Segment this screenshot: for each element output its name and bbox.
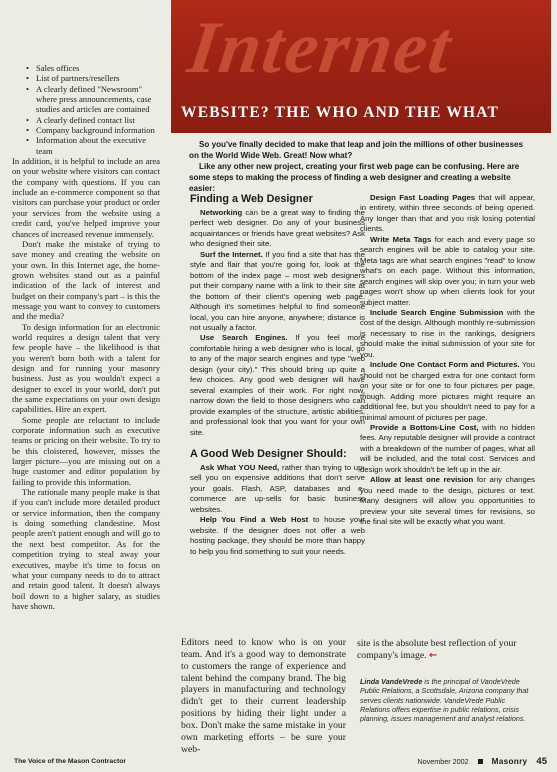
closing-paragraph-continued: [357, 638, 539, 662]
paragraph-text: to house your website. If the designer does not offer a web hosting package, they should be more than happy to help you find something to suit your needs.: [190, 515, 365, 556]
article-title: WEBSITE? THE WHO AND THE WHAT: [181, 104, 500, 121]
issue-date: November 2002: [417, 757, 469, 766]
paragraph-text: can be a great way to finding the perfect web designer. Do any of your business acquaintances or friends have great websites? Ask who designed their site.: [190, 208, 365, 249]
body-paragraph: [190, 515, 365, 557]
lead-in: Networking: [200, 208, 243, 217]
article-column-right: [360, 193, 535, 528]
lead-in: Use Search Engines.: [200, 333, 288, 343]
bio-text: is the principal of VandeVrede Public Relations, a Scottsdale, Arizona company that serves clients nationwide. VandeVrede Public Relations offers expertise in public relations, crisis planning, issues management and analyst relations.: [360, 677, 529, 724]
lead-in: Ask What YOU Need,: [200, 462, 280, 472]
body-paragraph: To design information for an electronic world requires a design talent that very few people have – the likelihood is that you weren't born both with a talent for design and for running your masonry business. Just as you wouldn't expect a designer to excel in your world, don't put the same expectations on your own design capabilities. Hire an expert.: [12, 321, 160, 415]
lead-in: Help You Find a Web Host: [200, 515, 309, 525]
body-paragraph: [360, 423, 535, 475]
header-banner: [171, 0, 551, 133]
body-paragraph: [190, 463, 365, 515]
closing-paragraph: Editors need to know who is on your team. And it's a good way to demonstrate to customers the range of experience and talent behind the company brand. The big players in manufacturing and technology didn't get to their current leadership positions by hiding their light under a box. Don't make the same mistake in your own marketing efforts – be sure your web-: [181, 637, 346, 755]
body-paragraph: [190, 333, 365, 438]
paragraph-text: with the cost of the design. Although monthly re-submission is necessary to rise in the rankings, designers should make the initial submission of your site for you.: [360, 307, 535, 359]
paragraph-text: site is the absolute best reflection of your company's image.: [357, 638, 517, 661]
paragraph-text: for any changes you need made to the design, pictures or text. Many designers will allow you opportunities to preview your site several times for revisions, so the final site will be exactly what you want.: [360, 475, 535, 527]
lead-in: Allow at least one revision: [370, 475, 474, 485]
paragraph-text: rather than trying to up-sell you on expensive additions that don't serve your goals. Flash, ASP, databases and e-commerce are up-sells for basic business websites.: [190, 462, 365, 514]
paragraph-text: for each and every page so search engines will be able to catalog your site. Meta tags are what search engines "read" to know what's on each page. Without this information, search engines will skip over you; in turn your web pages won't show up when clients look for your subject matter.: [360, 234, 535, 307]
footer-folio: [417, 756, 547, 767]
list-item: • Information about the executive team: [26, 135, 160, 156]
body-paragraph: [360, 360, 535, 423]
lead-in: Surf the Internet.: [200, 249, 263, 259]
page-number: 45: [536, 756, 547, 767]
lead-in: Design Fast Loading Pages: [370, 193, 476, 202]
banner-decorative-word: Internet: [183, 7, 458, 89]
body-paragraph: [360, 193, 535, 235]
paragraph-text: You should not be charged extra for one contact form on your site or for one to four pictures per page, though. Adding more pictures might require an additional fee, but you shouldn't need to pay for a minimal amount of pictures per page.: [360, 360, 535, 422]
body-paragraph: In addition, it is helpful to include an area on your website where visitors can contact the company with questions. If you can include an e-commerce component so that visitors can purchase your product or order your services from the website using a credit card, you've helped improve your chances of increased revenue immensely.: [12, 156, 160, 239]
lead-in: Include One Contact Form and Pictures.: [370, 360, 520, 370]
body-paragraph: [360, 475, 535, 527]
section-heading: Finding a Web Designer: [190, 193, 313, 205]
body-paragraph: [190, 208, 365, 250]
body-paragraph: Some people are reluctant to include corporate information such as executive teams or pricing on their website. To try to be this cloistered, however, misses the larger picture—you are missing out on a huge customer and editor population by failing to provide this information.: [12, 414, 160, 487]
footer-tagline: The Voice of the Mason Contractor: [14, 758, 127, 765]
bullet-list: [12, 63, 160, 156]
intro-paragraph: Like any other new project, creating your first web page can be confusing. Here are some steps to making the process of finding a web designer and creating a website easier:: [189, 162, 520, 194]
list-item: • Company background information: [26, 125, 160, 135]
body-paragraph: [360, 235, 535, 308]
separator-square-icon: [478, 759, 483, 764]
section-heading: A Good Web Designer Should:: [190, 447, 347, 460]
body-paragraph: The rationale many people make is that if you can't include more detailed product or service information, then the company is doing something clandestine. Most people aren't patient enough and will go to the next best competitor. As for the competition trying to steal away your executives, maybe it's time to focus on what your company needs to do to attract and retain good talent. It doesn't always boil down to a higher salary, as studies have shown.: [12, 487, 160, 611]
magazine-name: Masonry: [491, 757, 528, 766]
paragraph-text: If you feel more comfortable hiring a web designer who is local, go to any of the major search engines and type "web design (your city)." This should bring up quite a few choices. Any good web designer will have several examples of their work. For right now, narrow down the field to those designers who can provide examples of the structure, artistic abilities, and professional look that you want for your own site.: [190, 333, 365, 437]
list-item: • List of partners/resellers: [26, 73, 160, 83]
lead-in: Write Meta Tags: [370, 234, 432, 244]
body-paragraph: [190, 250, 365, 334]
paragraph-text: with no hidden fees. Any reputable designer will provide a contract with a breakdown of the number of pages, what all will be included, and the total cost. Services and design work shouldn't be left up in the air.: [360, 422, 535, 474]
article-intro: [189, 139, 535, 194]
end-arrow-icon: ←: [428, 649, 438, 661]
paragraph-text: If you find a site that has the style and flair that you're going for, look at the bottom of the index page – most web designers put their company name with a link to their site at the bottom of their client's opening web page. Although it's sometimes helpful to find someone local, you can hire anyone, anywhere; distance is not usually a factor.: [190, 249, 365, 332]
author-name: Linda VandeVrede: [360, 677, 423, 686]
paragraph-text: that will appear, in entirety, within three seconds of being opened. Any longer than that and you risk losing potential clients.: [360, 193, 535, 234]
list-item: • Sales offices: [26, 63, 160, 73]
list-item: • A clearly defined "Newsroom" where press announcements, case studies and articles are contained: [26, 84, 160, 115]
lead-in: Provide a Bottom-Line Cost,: [370, 422, 479, 432]
list-item: • A clearly defined contact list: [26, 115, 160, 125]
body-paragraph: [360, 308, 535, 360]
body-paragraph: Don't make the mistake of trying to save money and creating the website on your own. In this Internet age, the home-grown websites stand out as a painful indication of the lack of interest and budget on their company's part – is this the message you want to convey to customers and the media?: [12, 238, 160, 322]
intro-paragraph: So you've finally decided to make that leap and join the millions of other businesses on the World Wide Web. Great! Now what?: [189, 140, 523, 161]
left-column: [12, 63, 160, 611]
article-column-left: [190, 193, 365, 557]
lead-in: Include Search Engine Submission: [370, 307, 504, 317]
author-bio: [360, 677, 532, 723]
